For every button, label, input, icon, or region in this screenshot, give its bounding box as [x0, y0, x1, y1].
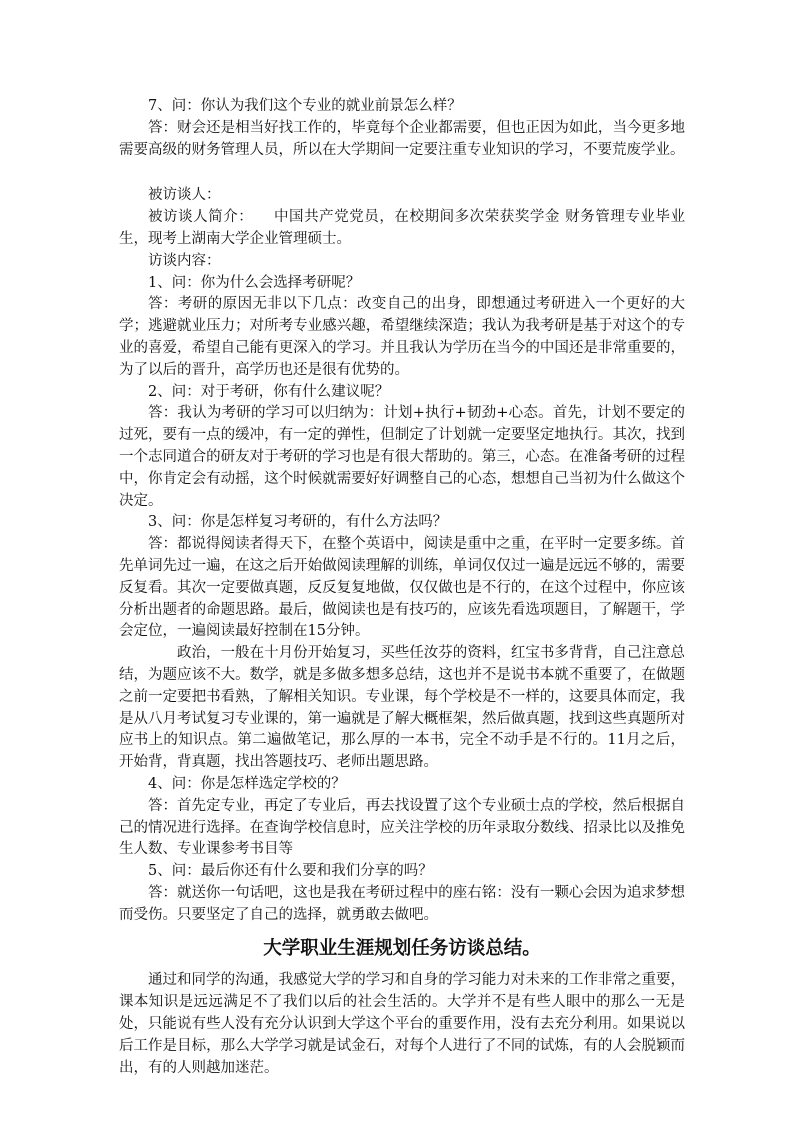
question-1: 1、问：你为什么会选择考研呢？ — [148, 274, 361, 291]
question-5: 5、问：最后你还有什么要和我们分享的吗？ — [148, 863, 433, 880]
question-7: 7、问：你认为我们这个专业的就业前景怎么样？ — [148, 98, 462, 114]
answer-1: 答：考研的原因无非以下几点：改变自己的出身，即想通过考研进入一个更好的大学；逃避就业压力；对所考专业感兴趣，希望继续深造；我认为我考研是基于对这个的专业的喜爱，希望自己能有更深入的学习。并且我认为学历在当今的中国还是非常重要的，为了以后的晋升，高学历也还是很有优势的。 — [119, 296, 685, 378]
spacer — [119, 161, 685, 185]
question-2: 2、问：对于考研，你有什么建议呢？ — [148, 383, 390, 400]
question-4: 4、问：你是怎样选定学校的？ — [148, 775, 346, 792]
answer-3-politics: 政治，一般在十月份开始复习，买些任汝芬的资料，红宝书多背背，自己注意总结，为题应该不大。数学，就是多做多想多总结，这也并不是说书本就不重要了，在做题之前一定要把书看熟，了解相关知识。专业课，每个学校是不一样的，这要具体而定，我是从八月考试复习专业课的，第一遍就是了解大概框架，然后做真题，找到这些真题所对应书上的知识点。第二遍做笔记，那么厚的一本书，完全不动手是不行的。11月之后，开始背，背真题，找出答题技巧、老师出题思路。 — [119, 645, 685, 771]
answer-4: 答：首先定专业，再定了专业后，再去找设置了这个专业硕士点的学校，然后根据自己的情况进行选择。在查询学校信息时，应关注学校的历年录取分数线、招录比以及推免生人数、专业课参考书目等 — [119, 797, 685, 858]
interviewee-bio: 被访谈人简介： 中国共产党党员，在校期间多次荣获奖学金 财务管理专业毕业生，现考上湖南大学企业管理硕士。 — [119, 209, 685, 247]
answer-7: 答：财会还是相当好找工作的，毕竟每个企业都需要，但也正因为如此，当今更多地需要高级的财务管理人员，所以在大学期间一定要注重专业知识的学习，不要荒废学业。 — [119, 119, 685, 158]
interview-content-label: 访谈内容： — [148, 252, 221, 269]
question-3: 3、问：你是怎样复习考研的，有什么方法吗？ — [148, 514, 448, 531]
answer-2: 答：我认为考研的学习可以归纳为：计划+执行+韧劲+心态。首先，计划不要定的过死，要有一点的缓冲，有一定的弹性，但制定了计划就一定要坚定地执行。其次，找到一个志同道合的研友对于考研的学习也是有很大帮助的。第三，心态。在准备考研的过程中，你肯定会有动摇，这个时候就需要好好调整自己的心态，想想自己当初为什么做这个决定。 — [119, 405, 685, 509]
document-page — [119, 96, 685, 1079]
answer-5: 答：就送你一句话吧，这也是我在考研过程中的座右铭：没有一颗心会因为追求梦想而受伤。只要坚定了自己的选择，就勇敢去做吧。 — [119, 884, 685, 923]
summary-title: 大学职业生涯规划任务访谈总结。 — [263, 938, 541, 960]
interviewee-label: 被访谈人： — [148, 187, 221, 204]
answer-3: 答：都说得阅读者得天下，在整个英语中，阅读是重中之重，在平时一定要多练。首先单词先过一遍，在这之后开始做阅读理解的训练，单词仅仅过一遍是远远不够的，需要反复看。其次一定要做真题，反反复复地做，仅仅做也是不行的，在这个过程中，你应该分析出题者的命题思路。最后，做阅读也是有技巧的，应该先看选项题目，了解题干，学会定位，一遍阅读最好控制在15分钟。 — [119, 536, 685, 640]
summary-paragraph: 通过和同学的沟通，我感觉大学的学习和自身的学习能力对未来的工作非常之重要，课本知识是远远满足不了我们以后的社会生活的。大学并不是有些人眼中的那么一无是处，只能说有些人没有充分认识到大学这个平台的重要作用，没有去充分利用。如果说以后工作是目标，那么大学学习就是试金石，对每个人进行了不同的试炼，有的人会脱颖而出，有的人则越加迷茫。 — [119, 972, 685, 1076]
